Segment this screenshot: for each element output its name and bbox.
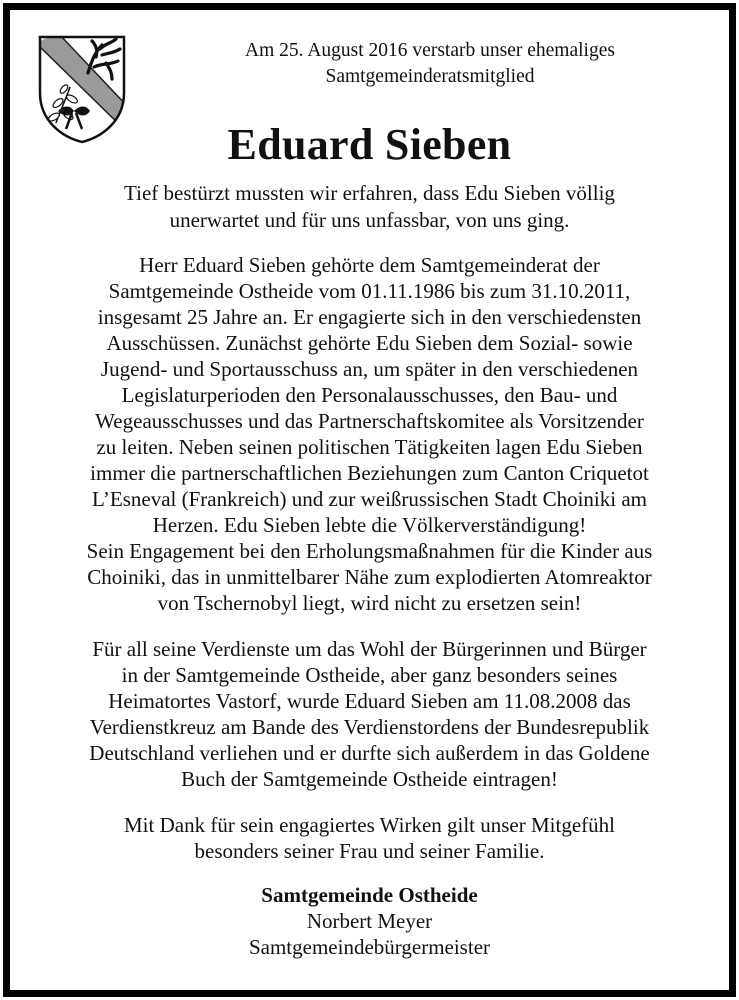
text-line: Herr Eduard Sieben gehörte dem Samtgemeinderat der bbox=[139, 253, 600, 277]
text-line: Buch der Samtgemeinde Ostheide eintragen! bbox=[181, 767, 558, 791]
text-line: besonders seiner Frau und seiner Familie. bbox=[194, 839, 545, 863]
text-line: insgesamt 25 Jahre an. Er engagierte sich in den verschiedensten bbox=[97, 305, 642, 329]
signature-title: Samtgemeindebürgermeister bbox=[248, 935, 491, 959]
text-line: Heimatortes Vastorf, wurde Eduard Sieben am 11.08.2008 das bbox=[108, 689, 631, 713]
text-line: L’Esneval (Frankreich) und zur weißrussischen Stadt Choiniki am bbox=[91, 487, 648, 511]
signature-org: Samtgemeinde Ostheide bbox=[261, 883, 478, 907]
text-line: Samtgemeinde Ostheide vom 01.11.1986 bis zum 31.10.2011, bbox=[108, 279, 631, 303]
text-line: Ausschüssen. Zunächst gehörte Edu Sieben dem Sozial- sowie bbox=[106, 331, 633, 355]
text-line: von Tschernobyl liegt, wird nicht zu ersetzen sein! bbox=[157, 591, 582, 615]
text-line: Deutschland verliehen und er durfte sich außerdem in das Goldene bbox=[89, 741, 650, 765]
text-line: Choiniki, das in unmittelbarer Nähe zum explodierten Atomreaktor bbox=[87, 565, 652, 589]
signature-person: Norbert Meyer bbox=[306, 909, 433, 933]
text-line: in der Samtgemeinde Ostheide, aber ganz besonders seines bbox=[121, 663, 618, 687]
text-line: Tief bestürzt mussten wir erfahren, dass Edu Sieben völlig bbox=[124, 181, 615, 205]
text-line: Mit Dank für sein engagiertes Wirken gilt unser Mitgefühl bbox=[124, 813, 615, 837]
text-line: Verdienstkreuz am Bande des Verdienstordens der Bundesrepublik bbox=[89, 715, 650, 739]
intro-line-2: Samtgemeinderatsmitglied bbox=[325, 66, 535, 87]
text-line: Legislaturperioden den Personalausschusses, den Bau- und bbox=[121, 383, 618, 407]
text-line: Wegeausschusses und das Partnerschaftskomitee als Vorsitzender bbox=[95, 409, 644, 433]
text-line: Für all seine Verdienste um das Wohl der Bürgerinnen und Bürger bbox=[92, 637, 647, 661]
intro-line-1: Am 25. August 2016 verstarb unser ehemaliges bbox=[245, 40, 615, 61]
text-line: Jugend- und Sportausschuss an, um später in den verschiedenen bbox=[100, 357, 639, 381]
text-line: unerwartet und für uns unfassbar, von uns ging. bbox=[169, 208, 570, 232]
text-line: Sein Engagement bei den Erholungsmaßnahmen für die Kinder aus bbox=[86, 539, 653, 563]
text-line: immer die partnerschaftlichen Beziehungen zum Canton Criquetot bbox=[90, 461, 649, 485]
deceased-name: Eduard Sieben bbox=[227, 120, 512, 169]
obituary-notice bbox=[3, 3, 736, 997]
text-line: zu leiten. Neben seinen politischen Tätigkeiten lagen Edu Sieben bbox=[96, 435, 643, 459]
text-line: Herzen. Edu Sieben lebte die Völkerverständigung! bbox=[152, 513, 587, 537]
